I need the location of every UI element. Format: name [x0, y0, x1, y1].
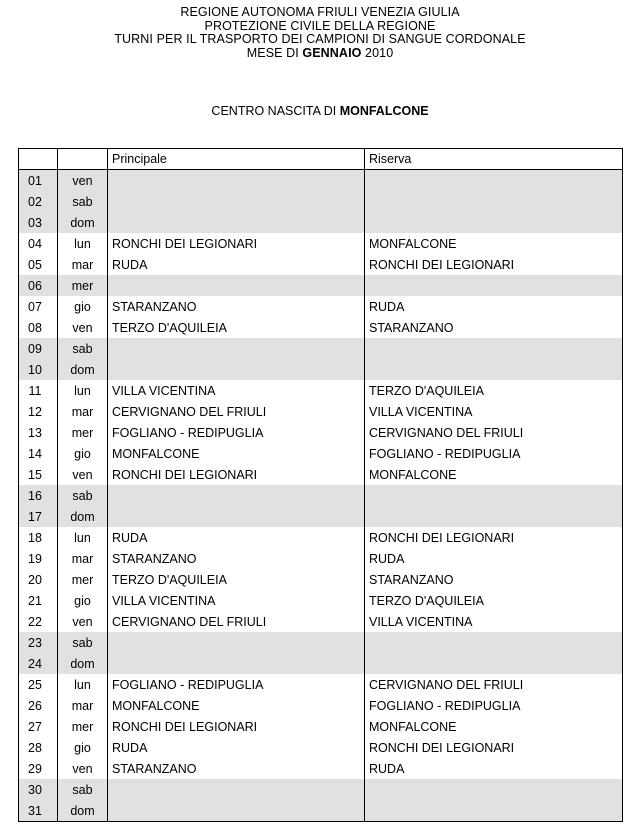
weekday-cell: gio: [58, 737, 108, 758]
riserva-cell: [365, 338, 623, 359]
weekday-cell: lun: [58, 674, 108, 695]
weekday-cell: sab: [58, 779, 108, 800]
table-row: [19, 695, 623, 716]
weekday-cell: sab: [58, 632, 108, 653]
riserva-column-header: Riserva: [365, 149, 623, 170]
riserva-cell: RONCHI DEI LEGIONARI: [365, 527, 623, 548]
riserva-cell: VILLA VICENTINA: [365, 611, 623, 632]
day-cell: 16: [19, 485, 58, 506]
day-cell: 26: [19, 695, 58, 716]
weekday-cell: dom: [58, 800, 108, 822]
principale-cell: RONCHI DEI LEGIONARI: [108, 233, 365, 254]
day-cell: 31: [19, 800, 58, 822]
weekday-cell: gio: [58, 590, 108, 611]
table-row: [19, 191, 623, 212]
table-row: [19, 233, 623, 254]
principale-cell: [108, 779, 365, 800]
riserva-cell: [365, 653, 623, 674]
weekday-cell: ven: [58, 317, 108, 338]
riserva-cell: VILLA VICENTINA: [365, 401, 623, 422]
principale-cell: RONCHI DEI LEGIONARI: [108, 716, 365, 737]
principale-cell: [108, 506, 365, 527]
weekday-cell: mer: [58, 275, 108, 296]
table-row: [19, 548, 623, 569]
day-cell: 18: [19, 527, 58, 548]
table-row: [19, 359, 623, 380]
table-row: [19, 674, 623, 695]
riserva-cell: [365, 191, 623, 212]
shift-table-header-row: [19, 149, 623, 170]
table-row: [19, 380, 623, 401]
day-cell: 02: [19, 191, 58, 212]
weekday-cell: dom: [58, 653, 108, 674]
weekday-cell: sab: [58, 338, 108, 359]
riserva-cell: RUDA: [365, 548, 623, 569]
table-row: [19, 716, 623, 737]
table-row: [19, 590, 623, 611]
header-civil-protection-line: PROTEZIONE CIVILE DELLA REGIONE: [204, 18, 436, 33]
principale-cell: [108, 632, 365, 653]
weekday-cell: ven: [58, 170, 108, 192]
day-cell: 17: [19, 506, 58, 527]
riserva-cell: [365, 212, 623, 233]
day-cell: 28: [19, 737, 58, 758]
day-cell: 21: [19, 590, 58, 611]
day-cell: 06: [19, 275, 58, 296]
principale-cell: STARANZANO: [108, 758, 365, 779]
day-cell: 09: [19, 338, 58, 359]
birth-center-prefix: CENTRO NASCITA DI: [211, 104, 340, 118]
table-row: [19, 569, 623, 590]
day-cell: 03: [19, 212, 58, 233]
principale-cell: RUDA: [108, 737, 365, 758]
riserva-cell: [365, 275, 623, 296]
table-row: [19, 338, 623, 359]
day-cell: 22: [19, 611, 58, 632]
day-cell: 24: [19, 653, 58, 674]
riserva-cell: [365, 359, 623, 380]
riserva-cell: [365, 632, 623, 653]
principale-cell: MONFALCONE: [108, 695, 365, 716]
principale-column-header: Principale: [108, 149, 365, 170]
table-row: [19, 296, 623, 317]
day-cell: 25: [19, 674, 58, 695]
riserva-cell: [365, 170, 623, 192]
riserva-cell: [365, 485, 623, 506]
principale-cell: VILLA VICENTINA: [108, 380, 365, 401]
riserva-cell: CERVIGNANO DEL FRIULI: [365, 422, 623, 443]
principale-cell: VILLA VICENTINA: [108, 590, 365, 611]
table-row: [19, 422, 623, 443]
riserva-cell: RONCHI DEI LEGIONARI: [365, 254, 623, 275]
day-cell: 23: [19, 632, 58, 653]
principale-cell: TERZO D'AQUILEIA: [108, 569, 365, 590]
principale-cell: [108, 170, 365, 192]
principale-cell: FOGLIANO - REDIPUGLIA: [108, 422, 365, 443]
riserva-cell: CERVIGNANO DEL FRIULI: [365, 674, 623, 695]
day-cell: 20: [19, 569, 58, 590]
table-row: [19, 611, 623, 632]
table-row: [19, 401, 623, 422]
weekday-column-header: [58, 149, 108, 170]
principale-cell: RUDA: [108, 254, 365, 275]
principale-cell: TERZO D'AQUILEIA: [108, 317, 365, 338]
weekday-cell: mar: [58, 695, 108, 716]
table-row: [19, 527, 623, 548]
table-row: [19, 737, 623, 758]
riserva-cell: [365, 506, 623, 527]
riserva-cell: STARANZANO: [365, 317, 623, 338]
riserva-cell: MONFALCONE: [365, 716, 623, 737]
day-cell: 27: [19, 716, 58, 737]
riserva-cell: RUDA: [365, 758, 623, 779]
day-cell: 05: [19, 254, 58, 275]
riserva-cell: MONFALCONE: [365, 233, 623, 254]
table-row: [19, 779, 623, 800]
principale-cell: STARANZANO: [108, 548, 365, 569]
table-row: [19, 632, 623, 653]
riserva-cell: [365, 800, 623, 822]
weekday-cell: lun: [58, 527, 108, 548]
table-row: [19, 254, 623, 275]
weekday-cell: ven: [58, 758, 108, 779]
principale-cell: CERVIGNANO DEL FRIULI: [108, 611, 365, 632]
riserva-cell: RUDA: [365, 296, 623, 317]
day-cell: 01: [19, 170, 58, 192]
table-row: [19, 485, 623, 506]
day-cell: 08: [19, 317, 58, 338]
day-cell: 19: [19, 548, 58, 569]
birth-center-name: MONFALCONE: [339, 104, 429, 118]
riserva-cell: TERZO D'AQUILEIA: [365, 380, 623, 401]
shift-table-body: [19, 170, 623, 822]
principale-cell: MONFALCONE: [108, 443, 365, 464]
day-cell: 07: [19, 296, 58, 317]
table-row: [19, 443, 623, 464]
weekday-cell: lun: [58, 233, 108, 254]
weekday-cell: mar: [58, 254, 108, 275]
day-column-header: [19, 149, 58, 170]
weekday-cell: mar: [58, 548, 108, 569]
header-title-line: TURNI PER IL TRASPORTO DEI CAMPIONI DI SANGUE CORDONALE: [114, 32, 526, 46]
table-row: [19, 506, 623, 527]
riserva-cell: STARANZANO: [365, 569, 623, 590]
principale-cell: [108, 485, 365, 506]
table-row: [19, 464, 623, 485]
day-cell: 14: [19, 443, 58, 464]
riserva-cell: MONFALCONE: [365, 464, 623, 485]
weekday-cell: dom: [58, 506, 108, 527]
weekday-cell: sab: [58, 485, 108, 506]
riserva-cell: FOGLIANO - REDIPUGLIA: [365, 695, 623, 716]
weekday-cell: gio: [58, 296, 108, 317]
principale-cell: RUDA: [108, 527, 365, 548]
riserva-cell: [365, 779, 623, 800]
weekday-cell: mer: [58, 716, 108, 737]
weekday-cell: ven: [58, 464, 108, 485]
month-prefix: MESE DI: [246, 45, 303, 60]
birth-center-title: [0, 104, 640, 118]
weekday-cell: ven: [58, 611, 108, 632]
table-row: [19, 800, 623, 822]
table-row: [19, 170, 623, 192]
principale-cell: CERVIGNANO DEL FRIULI: [108, 401, 365, 422]
table-row: [19, 758, 623, 779]
weekday-cell: mer: [58, 569, 108, 590]
principale-cell: [108, 653, 365, 674]
month-year: 2010: [361, 45, 394, 60]
day-cell: 30: [19, 779, 58, 800]
principale-cell: [108, 359, 365, 380]
day-cell: 15: [19, 464, 58, 485]
principale-cell: [108, 338, 365, 359]
table-row: [19, 653, 623, 674]
day-cell: 13: [19, 422, 58, 443]
weekday-cell: mar: [58, 401, 108, 422]
weekday-cell: sab: [58, 191, 108, 212]
principale-cell: [108, 800, 365, 822]
principale-cell: FOGLIANO - REDIPUGLIA: [108, 674, 365, 695]
table-row: [19, 317, 623, 338]
principale-cell: [108, 191, 365, 212]
table-row: [19, 212, 623, 233]
month-name: GENNAIO: [302, 45, 362, 60]
principale-cell: [108, 275, 365, 296]
shift-table: [18, 148, 623, 822]
day-cell: 12: [19, 401, 58, 422]
principale-cell: STARANZANO: [108, 296, 365, 317]
weekday-cell: lun: [58, 380, 108, 401]
header-month-line: [0, 47, 640, 61]
weekday-cell: dom: [58, 359, 108, 380]
weekday-cell: gio: [58, 443, 108, 464]
principale-cell: RONCHI DEI LEGIONARI: [108, 464, 365, 485]
table-row: [19, 275, 623, 296]
riserva-cell: RONCHI DEI LEGIONARI: [365, 737, 623, 758]
weekday-cell: dom: [58, 212, 108, 233]
day-cell: 29: [19, 758, 58, 779]
document-header: [0, 6, 640, 60]
riserva-cell: FOGLIANO - REDIPUGLIA: [365, 443, 623, 464]
principale-cell: [108, 212, 365, 233]
weekday-cell: mer: [58, 422, 108, 443]
header-region-line: REGIONE AUTONOMA FRIULI VENEZIA GIULIA: [180, 5, 460, 19]
day-cell: 11: [19, 380, 58, 401]
day-cell: 04: [19, 233, 58, 254]
day-cell: 10: [19, 359, 58, 380]
riserva-cell: TERZO D'AQUILEIA: [365, 590, 623, 611]
